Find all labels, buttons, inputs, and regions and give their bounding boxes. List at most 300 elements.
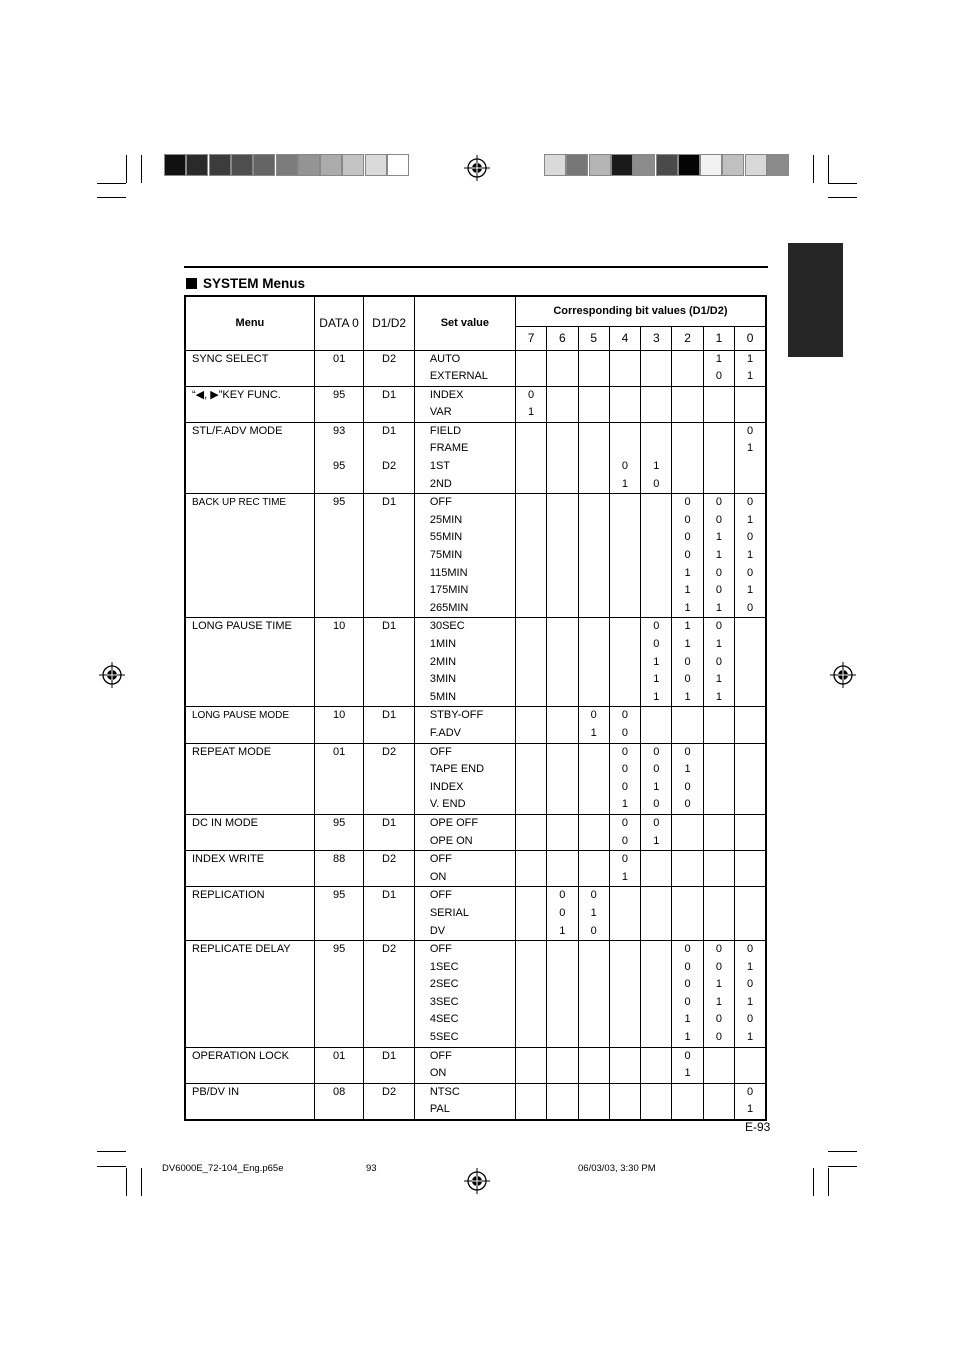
header-bit: 1: [703, 326, 734, 350]
bit-value: [516, 458, 546, 476]
bit-value: 0: [715, 566, 722, 579]
bit-lines: [672, 1048, 702, 1083]
bit-value: [704, 923, 734, 941]
bit-value: [516, 941, 546, 959]
bit-value: 1: [684, 763, 691, 776]
bit-value: [547, 959, 577, 977]
menu-lines: [186, 423, 314, 441]
bit-value: 0: [715, 370, 722, 383]
bit-lines: [672, 707, 702, 742]
d1d2-lines: [364, 494, 414, 512]
bit-cell: [578, 386, 609, 422]
set-value-lines: [415, 941, 515, 1047]
color-swatch: [544, 154, 566, 176]
data-lines: [315, 351, 364, 369]
bit-value: 0: [621, 726, 629, 739]
data-cell: [314, 1083, 364, 1120]
bit-value: [704, 1065, 734, 1083]
bit-value: [641, 994, 671, 1012]
bit-cell: [515, 386, 546, 422]
set-value-cell: [414, 422, 515, 493]
bit-value: [641, 1029, 671, 1047]
bit-cell: [735, 851, 766, 887]
color-swatch: [231, 154, 253, 176]
bit-cell: [703, 1047, 734, 1083]
bit-value: [610, 941, 640, 959]
bit-lines: [610, 1048, 640, 1083]
bit-value: 1: [746, 995, 754, 1008]
header-bit: 5: [578, 326, 609, 350]
bit-value: [547, 458, 577, 476]
bit-cell: [515, 851, 546, 887]
bit-lines: [672, 423, 702, 493]
bit-value: 0: [653, 745, 660, 758]
bit-value: [547, 1084, 577, 1102]
bit-value: [547, 941, 577, 959]
table-row: [185, 941, 766, 1048]
bit-value: 0: [684, 531, 691, 544]
bit-value: [516, 761, 546, 779]
bit-value: [610, 1011, 640, 1029]
color-swatch: [209, 154, 231, 176]
set-value: VAR: [429, 406, 452, 419]
bit-value: [735, 404, 765, 422]
bit-value: 1: [715, 352, 722, 365]
bit-value: [735, 796, 765, 814]
bit-value: 0: [684, 655, 691, 668]
bit-value: [547, 1101, 577, 1119]
bit-value: [516, 1029, 546, 1047]
bit-value: [579, 976, 609, 994]
bit-lines: [610, 887, 640, 940]
bit-value: [547, 796, 577, 814]
bit-value: [579, 476, 609, 494]
menu-name: STL/F.ADV MODE: [192, 424, 283, 437]
section-title: SYSTEM Menus: [186, 276, 305, 291]
bit-cell: [515, 814, 546, 850]
bit-value: [704, 423, 734, 441]
set-value: 115MIN: [429, 566, 468, 579]
bit-lines: [672, 851, 702, 886]
bit-cell: [578, 851, 609, 887]
bit-cell: [735, 814, 766, 850]
bit-cell: [609, 814, 640, 850]
table-row: [185, 1083, 766, 1120]
d1d2-cell: [364, 707, 415, 743]
data-value: 95: [332, 460, 346, 473]
d1d2-cell: [364, 941, 415, 1048]
set-value: 2MIN: [429, 655, 457, 668]
bit-lines: [547, 494, 577, 617]
bit-value: 0: [746, 531, 754, 544]
bit-value: [579, 512, 609, 530]
bit-cell: [609, 494, 640, 618]
bit-lines: [735, 387, 765, 422]
data-lines: [315, 423, 364, 476]
header-data: DATA 0: [314, 296, 364, 350]
bit-value: 0: [715, 1031, 722, 1044]
bit-lines: [735, 1048, 765, 1083]
bit-value: [704, 1048, 734, 1066]
bit-value: 1: [684, 1067, 691, 1080]
bit-lines: [516, 707, 546, 742]
bit-value: [735, 689, 765, 707]
bit-cell: [672, 814, 703, 850]
bit-value: [610, 689, 640, 707]
bit-value: 0: [715, 960, 722, 973]
bit-cell: [641, 743, 672, 814]
bit-value: [641, 351, 671, 369]
bit-value: [547, 636, 577, 654]
bit-cell: [547, 1083, 578, 1120]
set-value: 175MIN: [429, 584, 469, 597]
bit-value: [579, 404, 609, 422]
bit-value: [672, 458, 702, 476]
data-cell: [314, 814, 364, 850]
bit-value: [579, 618, 609, 636]
menu-name: REPEAT MODE: [192, 745, 272, 758]
bit-lines: [610, 744, 640, 814]
data-cell: [314, 386, 364, 422]
bit-value: [704, 887, 734, 905]
table-row: [185, 851, 766, 887]
bit-value: [516, 423, 546, 441]
bit-value: [672, 815, 702, 833]
bit-value: [672, 923, 702, 941]
bit-lines: [547, 815, 577, 850]
bit-cell: [641, 386, 672, 422]
d1d2-cell: [364, 851, 415, 887]
bit-value: 1: [715, 995, 722, 1008]
menu-cell: [185, 386, 314, 422]
set-value-cell: [414, 350, 515, 386]
bit-value: [704, 707, 734, 725]
bit-cell: [515, 743, 546, 814]
header-bit: 3: [641, 326, 672, 350]
bit-lines: [579, 941, 609, 1047]
bit-cell: [609, 851, 640, 887]
bit-value: 0: [746, 978, 754, 991]
bit-value: [579, 744, 609, 762]
set-value: 75MIN: [429, 549, 463, 562]
bit-cell: [641, 494, 672, 618]
set-value: FRAME: [429, 442, 469, 455]
bit-cell: [703, 743, 734, 814]
bit-value: [704, 869, 734, 887]
bit-lines: [672, 387, 702, 422]
bit-cell: [547, 851, 578, 887]
bit-value: 0: [590, 889, 597, 902]
d1d2-value: D1: [382, 388, 397, 401]
bit-value: 0: [653, 638, 660, 650]
bit-cell: [609, 941, 640, 1048]
bit-value: [579, 779, 609, 797]
bit-lines: [641, 423, 671, 493]
data-value: 95: [332, 816, 346, 829]
set-value-cell: [414, 851, 515, 887]
bit-lines: [579, 618, 609, 706]
bit-value: [610, 582, 640, 600]
bit-cell: [609, 422, 640, 493]
bit-lines: [547, 887, 577, 940]
bit-value: [704, 796, 734, 814]
bit-value: [735, 887, 765, 905]
d1d2-cell: [364, 422, 415, 493]
bit-value: [672, 476, 702, 494]
menu-lines: [186, 387, 314, 405]
bit-value: [579, 654, 609, 672]
bit-lines: [735, 815, 765, 850]
bit-cell: [547, 707, 578, 743]
header-bit: 7: [515, 326, 546, 350]
bit-value: [610, 923, 640, 941]
d1d2-cell: [364, 1047, 415, 1083]
bit-value: [579, 689, 609, 707]
d1d2-lines: [364, 707, 414, 725]
bit-value: [547, 761, 577, 779]
bit-value: [704, 725, 734, 743]
bit-value: [579, 761, 609, 779]
bit-cell: [547, 494, 578, 618]
bit-cell: [641, 814, 672, 850]
set-value: OFF: [429, 1049, 452, 1062]
bit-lines: [704, 351, 734, 386]
bit-cell: [641, 707, 672, 743]
bit-value: [516, 494, 546, 512]
bit-cell: [547, 887, 578, 941]
header-bit: 4: [609, 326, 640, 350]
registration-target-icon: [464, 155, 490, 181]
bit-lines: [704, 707, 734, 742]
d1d2-value: D2: [382, 460, 397, 473]
bit-cell: [672, 1047, 703, 1083]
bit-value: [547, 368, 577, 386]
bit-lines: [672, 744, 702, 814]
bit-lines: [579, 744, 609, 814]
bit-value: [516, 529, 546, 547]
data-value: 95: [332, 496, 346, 509]
set-value: EXTERNAL: [429, 370, 488, 383]
bit-value: [641, 512, 671, 530]
bit-value: 1: [527, 406, 535, 419]
table-row: [185, 350, 766, 386]
bit-value: [579, 494, 609, 512]
bit-value: 1: [746, 370, 754, 383]
bit-cell: [547, 1047, 578, 1083]
bit-value: [704, 851, 734, 869]
bit-cell: [515, 618, 546, 707]
d1d2-value: D1: [382, 620, 397, 633]
bit-value: [547, 779, 577, 797]
menu-lines: [186, 1048, 314, 1066]
bit-lines: [579, 1084, 609, 1119]
bit-value: 1: [715, 978, 722, 991]
bit-value: 0: [684, 513, 691, 526]
bit-value: 0: [715, 496, 722, 509]
data-lines: [315, 744, 364, 762]
bit-value: [672, 440, 702, 458]
bit-value: 0: [559, 906, 566, 919]
bit-lines: [641, 744, 671, 814]
bit-value: [516, 600, 546, 618]
set-value: STBY-OFF: [429, 709, 484, 722]
set-value-lines: [415, 351, 515, 386]
bit-cell: [515, 350, 546, 386]
bit-value: 1: [621, 477, 629, 490]
d1d2-cell: [364, 1083, 415, 1120]
bit-value: [547, 671, 577, 689]
bit-value: 1: [684, 620, 691, 633]
bit-value: [641, 923, 671, 941]
bit-value: [704, 833, 734, 851]
bit-value: 1: [746, 584, 754, 597]
bit-value: [547, 654, 577, 672]
bit-value: [704, 1101, 734, 1119]
data-lines: [315, 887, 364, 905]
bit-lines: [516, 618, 546, 706]
bit-lines: [579, 707, 609, 742]
bit-value: 0: [653, 798, 660, 811]
set-value: INDEX: [429, 388, 464, 401]
color-swatch: [276, 154, 298, 176]
bit-value: [579, 1084, 609, 1102]
bit-value: [579, 368, 609, 386]
bit-value: [516, 725, 546, 743]
bit-value: 1: [715, 673, 722, 686]
bit-value: [672, 423, 702, 441]
bit-value: 1: [621, 798, 629, 811]
color-swatch: [342, 154, 364, 176]
bit-value: 0: [715, 620, 722, 633]
table-row: [185, 707, 766, 743]
bit-value: 0: [715, 513, 722, 526]
bit-value: 0: [621, 834, 629, 847]
d1d2-lines: [364, 851, 414, 869]
bit-value: [610, 1084, 640, 1102]
bit-value: [610, 547, 640, 565]
bit-value: [641, 1065, 671, 1083]
bit-value: [579, 351, 609, 369]
bit-value: [610, 600, 640, 618]
bit-value: [641, 851, 671, 869]
bit-value: [735, 1065, 765, 1083]
bit-value: [516, 1101, 546, 1119]
bit-value: [610, 994, 640, 1012]
bit-cell: [703, 494, 734, 618]
bit-value: [579, 941, 609, 959]
bit-value: [735, 1048, 765, 1066]
set-value-lines: [415, 387, 515, 422]
bit-value: [516, 1084, 546, 1102]
d1d2-cell: [364, 618, 415, 707]
header-menu: Menu: [185, 296, 314, 350]
bit-lines: [579, 494, 609, 617]
bit-lines: [704, 941, 734, 1047]
data-lines: [315, 494, 364, 512]
bit-value: [704, 440, 734, 458]
color-swatch: [656, 154, 678, 176]
bit-value: 1: [653, 834, 660, 847]
menu-lines: [186, 815, 314, 833]
bit-value: [547, 387, 577, 405]
set-value: V. END: [429, 798, 466, 811]
bit-value: [547, 476, 577, 494]
data-value: 88: [332, 853, 346, 866]
bit-lines: [672, 351, 702, 386]
data-value: 01: [332, 745, 346, 758]
bit-value: 1: [684, 601, 691, 614]
bit-cell: [578, 887, 609, 941]
d1d2-lines: [364, 351, 414, 369]
bit-value: [547, 512, 577, 530]
data-lines: [315, 707, 364, 725]
bit-lines: [672, 887, 702, 940]
data-cell: [314, 743, 364, 814]
set-value: 3SEC: [429, 995, 459, 1008]
d1d2-cell: [364, 887, 415, 941]
bit-value: [641, 423, 671, 441]
bit-lines: [516, 1048, 546, 1083]
bit-cell: [547, 422, 578, 493]
d1d2-lines: [364, 618, 414, 636]
bit-cell: [578, 941, 609, 1048]
d1d2-cell: [364, 494, 415, 618]
bit-value: [735, 707, 765, 725]
bit-cell: [703, 851, 734, 887]
bit-value: [610, 1048, 640, 1066]
bit-value: [516, 689, 546, 707]
bit-value: [610, 423, 640, 441]
bit-value: [641, 1101, 671, 1119]
bit-value: 1: [715, 601, 722, 614]
d1d2-value: D1: [382, 424, 397, 437]
bit-cell: [609, 743, 640, 814]
bit-value: [579, 423, 609, 441]
bit-cell: [641, 422, 672, 493]
bit-cell: [672, 743, 703, 814]
bit-value: [735, 458, 765, 476]
bit-value: [672, 368, 702, 386]
bit-value: 1: [653, 673, 660, 686]
bit-cell: [547, 814, 578, 850]
menu-cell: [185, 887, 314, 941]
bit-cell: [578, 743, 609, 814]
bit-value: [610, 1029, 640, 1047]
bit-value: [610, 351, 640, 369]
bit-cell: [703, 887, 734, 941]
bit-value: [610, 404, 640, 422]
bit-lines: [641, 707, 671, 742]
data-lines: [315, 851, 364, 869]
set-value: INDEX: [429, 780, 464, 793]
bit-value: [672, 404, 702, 422]
bit-value: [547, 833, 577, 851]
bit-value: [547, 1048, 577, 1066]
bit-value: [516, 671, 546, 689]
bit-cell: [609, 618, 640, 707]
bit-value: [735, 618, 765, 636]
set-value: 55MIN: [429, 531, 463, 544]
bit-cell: [703, 941, 734, 1048]
bit-value: [610, 512, 640, 530]
bit-lines: [516, 351, 546, 386]
data-value: 01: [332, 1049, 346, 1062]
bit-value: 0: [590, 924, 597, 937]
bit-cell: [547, 743, 578, 814]
data-lines: [315, 1084, 364, 1102]
bit-cell: [578, 618, 609, 707]
bit-value: 0: [684, 1049, 691, 1062]
